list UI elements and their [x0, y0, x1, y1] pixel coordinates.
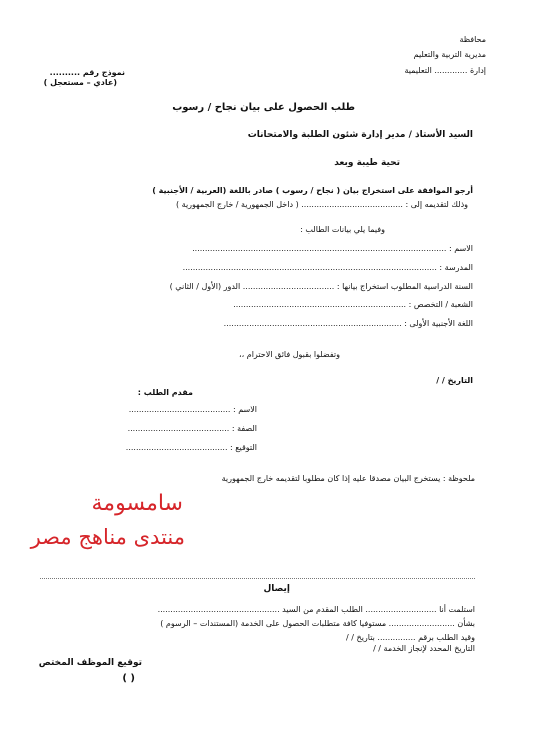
applicant-title: مقدم الطلب :	[137, 388, 193, 397]
academic-year-field: السنة الدراسية المطلوب استخراج بيانها : .................................... الدور (الأول / الثاني )	[169, 282, 473, 291]
applicant-name-field: الاسم : ........................................	[128, 405, 257, 414]
student-name-field: الاسم : ....................................................................................................	[192, 244, 473, 253]
header-directorate: مديرية التربية والتعليم	[413, 50, 486, 59]
page-title: طلب الحصول على بيان نجاح / رسوب	[172, 102, 355, 113]
date-line: التاريخ / /	[436, 376, 473, 385]
watermark-line-2: منتدى مناهج مصر	[30, 525, 185, 549]
student-intro: وفيما يلي بيانات الطالب :	[300, 225, 385, 234]
employee-signature-parens: ( )	[122, 673, 135, 684]
header-governorate: محافظة	[459, 35, 486, 44]
receipt-line-3: وقيد الطلب برقم ............... بتاريخ / /	[346, 633, 475, 642]
submit-line: وذلك لتقديمه إلى : ........................................ ( داخل الجمهورية / خارج الجمهورية )	[176, 200, 468, 209]
watermark-line-1: سامسومة	[91, 491, 183, 516]
applicant-role-field: الصفة : ........................................	[127, 424, 257, 433]
greeting: تحية طيبة وبعد	[334, 158, 400, 168]
receipt-title: إيصال	[263, 584, 290, 594]
receipt-line-2: بشأن .......................... مستوفيا كافة متطلبات الحصول على الخدمة (المستندات – الرسوم )	[160, 619, 475, 628]
form-number: نموذج رقم ..........	[49, 68, 125, 77]
division-field: الشعبة / التخصص : ....................................................................	[233, 300, 473, 309]
request-line: أرجو الموافقة على استخراج بيان ( نجاح / رسوب ) صادر باللغة (العربية / الأجنبية )	[152, 186, 473, 195]
receipt-line-4: التاريخ المحدد لإنجاز الخدمة / /	[373, 644, 475, 653]
addressee: السيد الأستاذ / مدير إدارة شئون الطلبة والامتحانات	[247, 130, 473, 140]
foreign-language-field: اللغة الأجنبية الأولى : ......................................................................	[223, 319, 473, 328]
form-type: (عادي – مستعجل )	[43, 78, 117, 87]
note-line: ملحوظة : يستخرج البيان مصدقا عليه إذا كان مطلوبا لتقديمه خارج الجمهورية	[221, 474, 475, 483]
header-administration: إدارة ............. التعليمية	[404, 66, 486, 75]
separator-line	[40, 578, 475, 579]
applicant-signature-field: التوقيع : ........................................	[125, 443, 257, 452]
employee-signature-label: توقيع الموظف المختص	[38, 658, 142, 668]
student-school-field: المدرسة : ....................................................................................................	[182, 263, 473, 272]
receipt-line-1: استلمت أنا ............................ الطلب المقدم من السيد ................................................	[157, 605, 475, 614]
closing-line: وتفضلوا بقبول فائق الاحترام ،،	[239, 350, 340, 359]
